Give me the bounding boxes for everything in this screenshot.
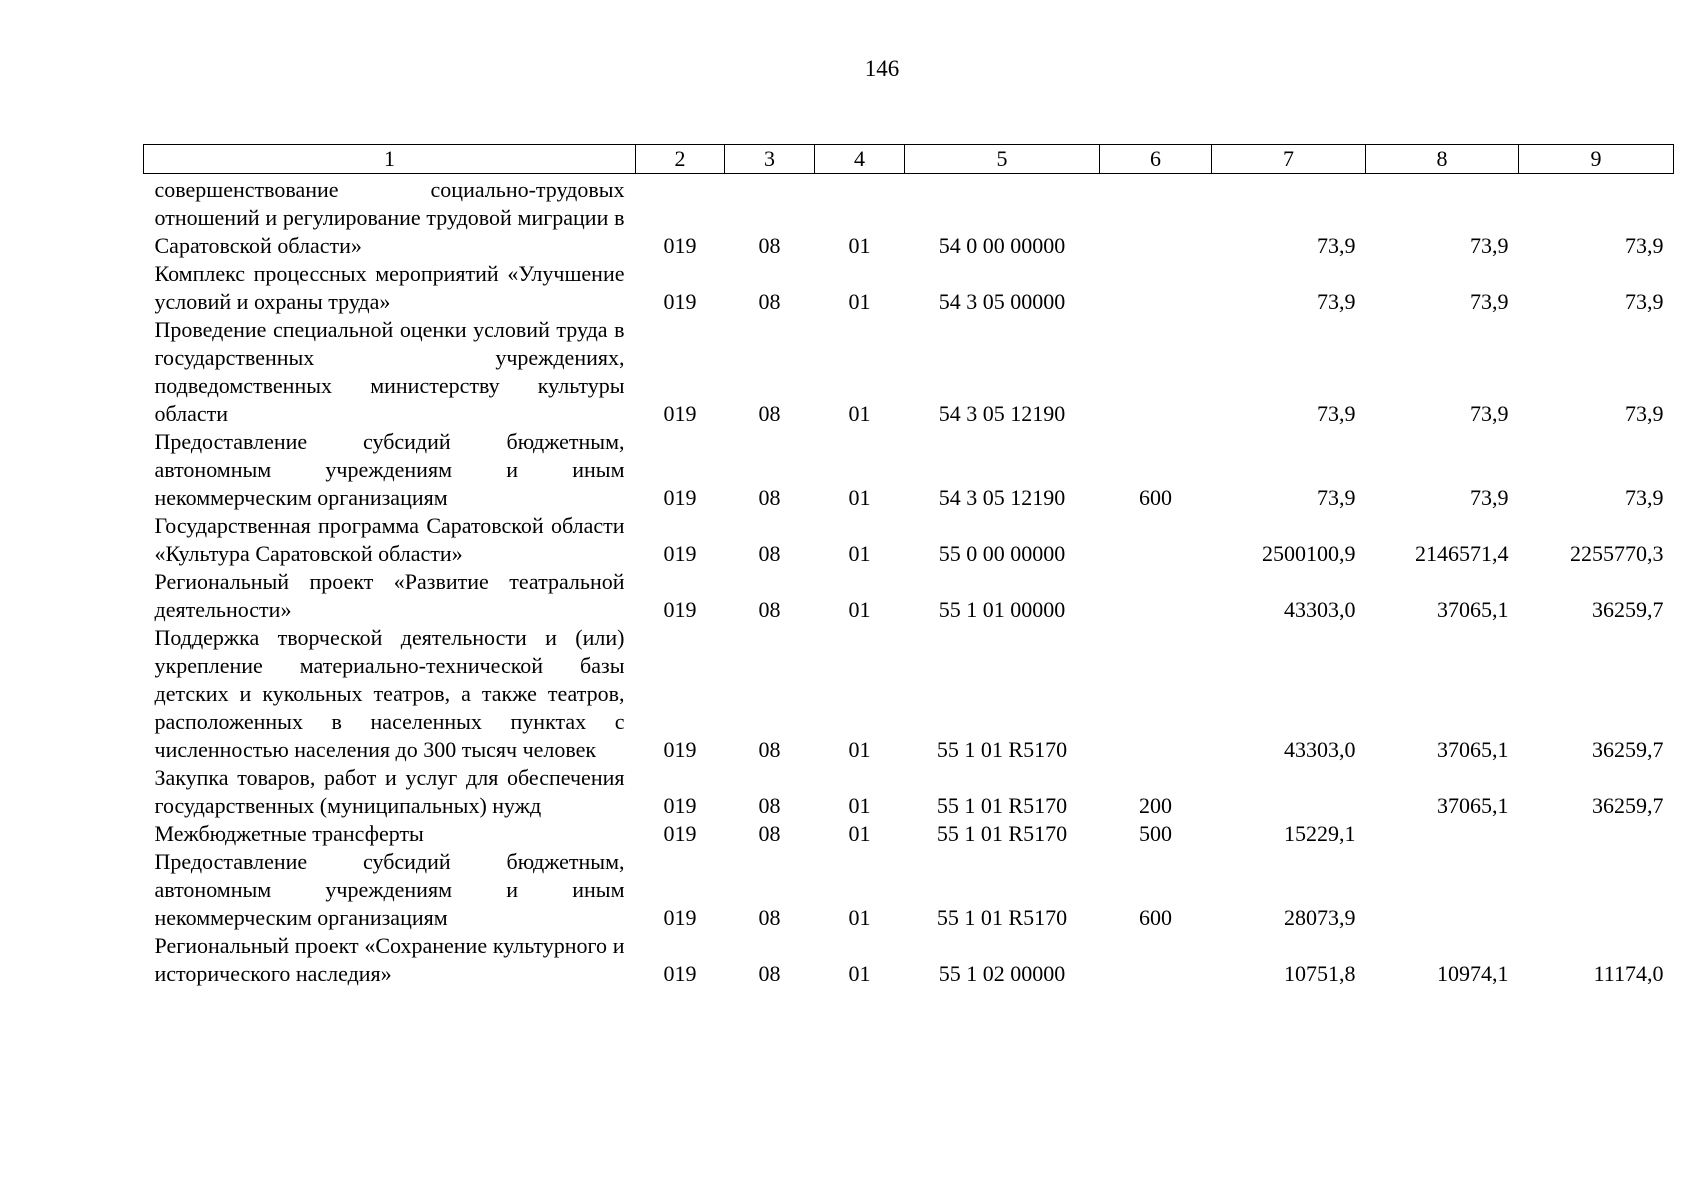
cell-target-article: 55 0 00 00000 xyxy=(938,541,1066,566)
table-body xyxy=(144,174,1674,989)
row-name: Проведение специальной оценки условий труда в государственных учреждениях, подведомственных министерству культуры области xyxy=(154,317,625,426)
cell-ministry: 019 xyxy=(663,233,697,258)
header-cell-6: 6 xyxy=(1100,145,1212,174)
cell-amount-3: 73,9 xyxy=(1625,485,1664,510)
cell-ministry: 019 xyxy=(663,821,697,846)
table-row xyxy=(144,820,1674,848)
cell-section: 08 xyxy=(758,401,781,426)
cell-expense-type xyxy=(1100,624,1212,764)
cell-amount-2: 37065,1 xyxy=(1437,737,1509,762)
row-name: Предоставление субсидий бюджетным, автономным учреждениям и иным некоммерческим организациям xyxy=(154,849,625,930)
cell-target-article: 55 1 02 00000 xyxy=(938,961,1066,986)
cell-amount-2: 10974,1 xyxy=(1437,961,1509,986)
table-row xyxy=(144,428,1674,512)
cell-subsection: 01 xyxy=(848,401,871,426)
cell-ministry: 019 xyxy=(663,541,697,566)
cell-amount-1: 43303,0 xyxy=(1284,597,1356,622)
cell-expense-type xyxy=(1100,174,1212,261)
table-row xyxy=(144,624,1674,764)
cell-amount-3 xyxy=(1519,848,1674,932)
cell-expense-type: 500 xyxy=(1139,821,1172,846)
page-number xyxy=(0,56,1697,82)
header-row xyxy=(144,145,1674,174)
header-cell-9: 9 xyxy=(1519,145,1674,174)
cell-target-article: 55 1 01 00000 xyxy=(938,597,1066,622)
cell-expense-type: 200 xyxy=(1139,793,1172,818)
header-cell-5: 5 xyxy=(905,145,1100,174)
table-row xyxy=(144,316,1674,428)
header-cell-3: 3 xyxy=(725,145,815,174)
cell-amount-1: 73,9 xyxy=(1317,233,1356,258)
cell-subsection: 01 xyxy=(848,793,871,818)
cell-target-article: 54 0 00 00000 xyxy=(938,233,1066,258)
cell-section: 08 xyxy=(758,961,781,986)
cell-amount-1: 10751,8 xyxy=(1284,961,1356,986)
cell-amount-3 xyxy=(1519,820,1674,848)
cell-ministry: 019 xyxy=(663,597,697,622)
cell-subsection: 01 xyxy=(848,597,871,622)
cell-amount-3: 11174,0 xyxy=(1593,961,1664,986)
cell-expense-type xyxy=(1100,512,1212,568)
cell-amount-2: 73,9 xyxy=(1470,289,1509,314)
row-name: Поддержка творческой деятельности и (или) укрепление материально-технической базы детских и кукольных театров, а также театров, расположенных в населенных пунктах с численностью населения до 300 тысяч человек xyxy=(154,625,625,762)
cell-amount-2: 73,9 xyxy=(1470,401,1509,426)
cell-amount-3: 36259,7 xyxy=(1592,737,1664,762)
row-name: Комплекс процессных мероприятий «Улучшение условий и охраны труда» xyxy=(154,261,625,314)
cell-target-article: 54 3 05 00000 xyxy=(938,289,1066,314)
table-header xyxy=(144,145,1674,174)
cell-expense-type xyxy=(1100,568,1212,624)
cell-target-article: 54 3 05 12190 xyxy=(938,485,1066,510)
cell-amount-1: 73,9 xyxy=(1317,485,1356,510)
cell-subsection: 01 xyxy=(848,289,871,314)
cell-amount-2: 73,9 xyxy=(1470,485,1509,510)
cell-target-article: 55 1 01 R5170 xyxy=(936,905,1068,930)
table-row xyxy=(144,260,1674,316)
cell-target-article: 55 1 01 R5170 xyxy=(936,821,1068,846)
cell-expense-type xyxy=(1100,316,1212,428)
cell-amount-1 xyxy=(1212,764,1366,820)
page-number-text: 146 xyxy=(864,56,900,81)
table-row xyxy=(144,932,1674,988)
cell-ministry: 019 xyxy=(663,289,697,314)
cell-expense-type xyxy=(1100,260,1212,316)
budget-table xyxy=(143,144,1674,988)
table-row xyxy=(144,512,1674,568)
table-row xyxy=(144,848,1674,932)
cell-subsection: 01 xyxy=(848,541,871,566)
cell-expense-type: 600 xyxy=(1139,905,1172,930)
cell-amount-3: 73,9 xyxy=(1625,289,1664,314)
cell-target-article: 55 1 01 R5170 xyxy=(936,737,1068,762)
cell-ministry: 019 xyxy=(663,905,697,930)
table-row xyxy=(144,764,1674,820)
row-name: Закупка товаров, работ и услуг для обеспечения государственных (муниципальных) нужд xyxy=(154,765,625,818)
cell-section: 08 xyxy=(758,485,781,510)
row-name: Региональный проект «Сохранение культурного и исторического наследия» xyxy=(154,933,625,986)
cell-subsection: 01 xyxy=(848,961,871,986)
header-cell-4: 4 xyxy=(815,145,905,174)
cell-section: 08 xyxy=(758,233,781,258)
cell-amount-3: 36259,7 xyxy=(1592,793,1664,818)
header-cell-1: 1 xyxy=(144,145,636,174)
cell-amount-1: 73,9 xyxy=(1317,289,1356,314)
cell-ministry: 019 xyxy=(663,485,697,510)
cell-amount-2: 37065,1 xyxy=(1437,597,1509,622)
cell-subsection: 01 xyxy=(848,905,871,930)
table-row xyxy=(144,568,1674,624)
cell-subsection: 01 xyxy=(848,485,871,510)
cell-section: 08 xyxy=(758,905,781,930)
cell-ministry: 019 xyxy=(663,961,697,986)
header-cell-8: 8 xyxy=(1366,145,1519,174)
row-name: Государственная программа Саратовской области «Культура Саратовской области» xyxy=(154,513,625,566)
cell-ministry: 019 xyxy=(663,793,697,818)
cell-expense-type xyxy=(1100,932,1212,988)
header-cell-7: 7 xyxy=(1212,145,1366,174)
cell-section: 08 xyxy=(758,737,781,762)
cell-section: 08 xyxy=(758,821,781,846)
cell-expense-type: 600 xyxy=(1139,485,1172,510)
cell-section: 08 xyxy=(758,541,781,566)
cell-amount-3: 36259,7 xyxy=(1592,597,1664,622)
cell-amount-2: 2146571,4 xyxy=(1415,541,1509,566)
cell-subsection: 01 xyxy=(848,737,871,762)
cell-amount-2 xyxy=(1366,820,1519,848)
cell-amount-2 xyxy=(1366,848,1519,932)
cell-amount-2: 73,9 xyxy=(1470,233,1509,258)
row-name: совершенствование социально-трудовых отношений и регулирование трудовой миграции в Саратовской области» xyxy=(154,177,625,258)
cell-amount-1: 73,9 xyxy=(1317,401,1356,426)
cell-target-article: 55 1 01 R5170 xyxy=(936,793,1068,818)
cell-amount-3: 73,9 xyxy=(1625,401,1664,426)
cell-target-article: 54 3 05 12190 xyxy=(938,401,1066,426)
row-name: Предоставление субсидий бюджетным, автономным учреждениям и иным некоммерческим организациям xyxy=(154,429,625,510)
cell-subsection: 01 xyxy=(848,821,871,846)
cell-amount-3: 2255770,3 xyxy=(1570,541,1664,566)
cell-amount-1: 28073,9 xyxy=(1284,905,1356,930)
cell-amount-1: 15229,1 xyxy=(1284,821,1356,846)
cell-section: 08 xyxy=(758,793,781,818)
cell-subsection: 01 xyxy=(848,233,871,258)
cell-section: 08 xyxy=(758,289,781,314)
budget-table-container xyxy=(143,144,1673,988)
cell-amount-3: 73,9 xyxy=(1625,233,1664,258)
cell-ministry: 019 xyxy=(663,737,697,762)
row-name: Региональный проект «Развитие театральной деятельности» xyxy=(154,569,625,622)
cell-section: 08 xyxy=(758,597,781,622)
cell-amount-2: 37065,1 xyxy=(1437,793,1509,818)
row-name: Межбюджетные трансферты xyxy=(154,821,424,846)
cell-amount-1: 43303,0 xyxy=(1284,737,1356,762)
header-cell-2: 2 xyxy=(636,145,725,174)
table-row xyxy=(144,174,1674,261)
cell-ministry: 019 xyxy=(663,401,697,426)
cell-amount-1: 2500100,9 xyxy=(1262,541,1356,566)
